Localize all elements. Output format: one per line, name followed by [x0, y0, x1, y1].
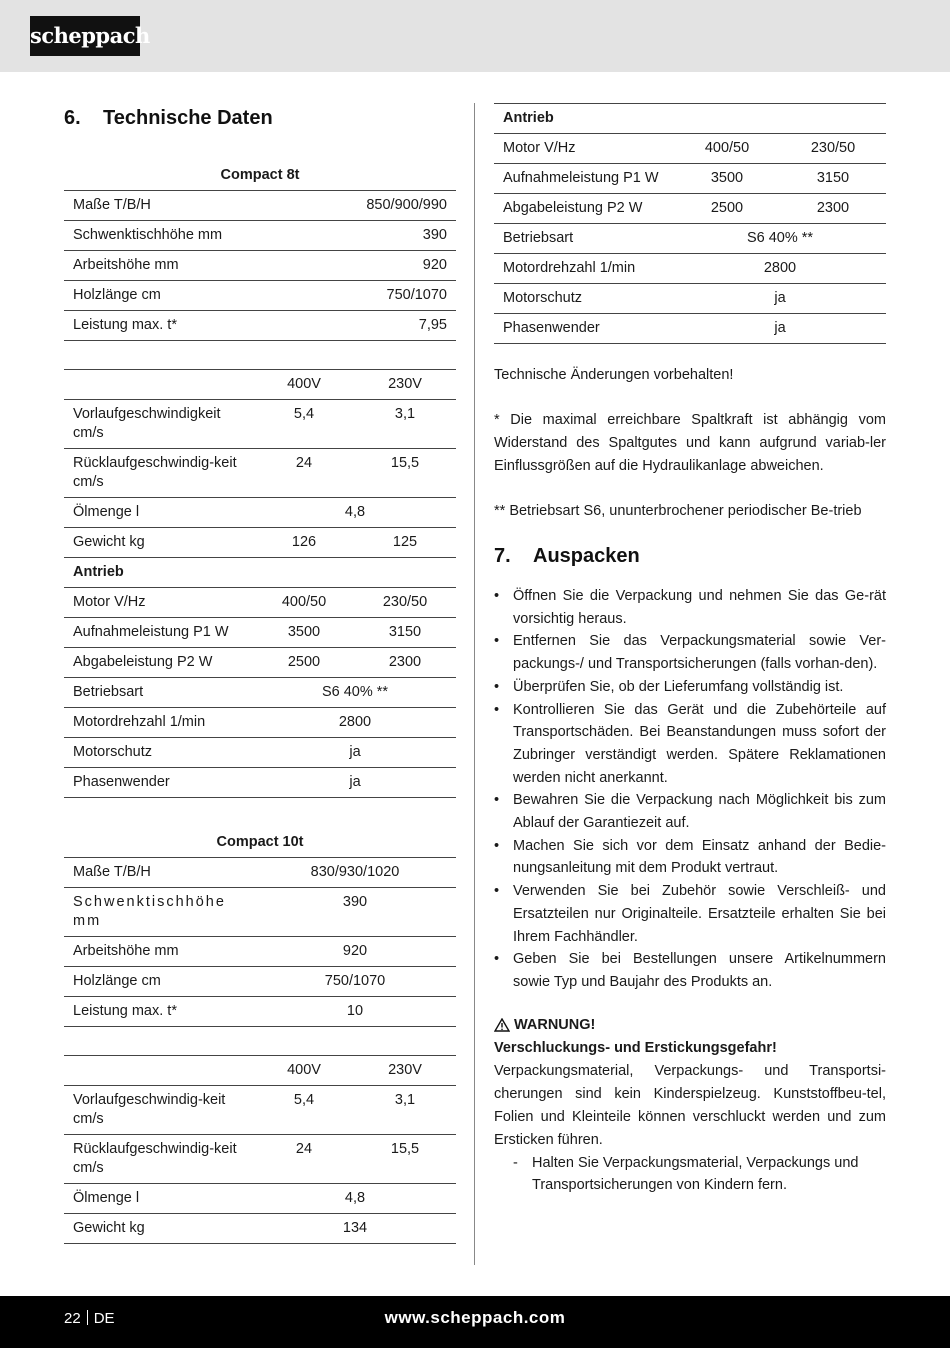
row-value: 390 — [310, 221, 456, 251]
table-row — [64, 708, 456, 738]
volt-header-row — [64, 1056, 456, 1086]
table-row — [64, 937, 456, 967]
antrieb-heading-row — [64, 558, 456, 588]
antrieb-heading: Antrieb — [494, 104, 886, 134]
note-changes: Technische Änderungen vorbehalten! — [494, 367, 734, 383]
value-400v: 126 — [254, 528, 354, 558]
row-label: Betriebsart — [64, 678, 254, 708]
volt-230-header: 230V — [354, 1056, 456, 1086]
value-230v: 3,1 — [354, 1086, 456, 1135]
value-400v: 2500 — [674, 194, 780, 224]
page-footer — [0, 1296, 950, 1348]
list-item: • Machen Sie sich vor dem Einsatz anhand der Bedie-nungsanleitung mit dem Produkt vertraut. — [494, 837, 886, 877]
table-row — [64, 588, 456, 618]
warning-text: Verpackungsmaterial, Verpackungs- und Transportsi-cherungen sind kein Kinderspielzeug. Kunststoffbeu-tel, Folien und Kleinteile können verschluckt werden und zum Ersticken führen. — [494, 1062, 886, 1148]
row-value: 7,95 — [310, 311, 456, 341]
list-item: • Überprüfen Sie, ob der Lieferumfang vollständig ist. — [494, 678, 844, 695]
table-row — [494, 134, 886, 164]
table-row — [494, 164, 886, 194]
value-both: ja — [254, 768, 456, 798]
list-item: • Entfernen Sie das Verpackungsmaterial sowie Ver-packungs-/ und Transportsicherungen (falls vorhan-den). — [494, 633, 886, 673]
value-both: 4,8 — [254, 498, 456, 528]
row-label: Leistung max. t* — [64, 997, 254, 1027]
value-230v: 15,5 — [354, 449, 456, 498]
row-value: 920 — [310, 251, 456, 281]
list-item: • Verwenden Sie bei Zubehör sowie Verschleiß- und Ersatzteilen nur Originalteile. Ersatzteile erhalten Sie bei Ihrem Fachhändler. — [494, 883, 886, 945]
row-value: 390 — [254, 888, 456, 937]
value-230v: 3150 — [354, 618, 456, 648]
table-row — [494, 284, 886, 314]
table-row — [494, 224, 886, 254]
antrieb-heading: Antrieb — [64, 558, 456, 588]
volt-230-header: 230V — [354, 370, 456, 400]
value-both: 2800 — [254, 708, 456, 738]
row-label: Gewicht kg — [64, 1214, 254, 1244]
row-label: Gewicht kg — [64, 528, 254, 558]
volt-400-header: 400V — [254, 1056, 354, 1086]
table-row — [64, 997, 456, 1027]
row-value: 10 — [254, 997, 456, 1027]
value-400v: 5,4 — [254, 1086, 354, 1135]
table-row — [494, 194, 886, 224]
value-both: S6 40% ** — [674, 224, 886, 254]
value-400v: 400/50 — [674, 134, 780, 164]
row-label: Holzlänge cm — [64, 281, 310, 311]
value-400v: 24 — [254, 449, 354, 498]
speed-table-compact8 — [64, 370, 456, 798]
table-row — [64, 221, 456, 251]
row-label: Motordrehzahl 1/min — [494, 254, 674, 284]
section-title: Auspacken — [533, 545, 640, 567]
row-label: Ölmenge l — [64, 1184, 254, 1214]
row-label: Holzlänge cm — [64, 967, 254, 997]
row-label: Vorlaufgeschwindigkeit cm/s — [64, 400, 254, 449]
value-both: S6 40% ** — [254, 678, 456, 708]
value-both: ja — [674, 314, 886, 344]
column-divider — [474, 103, 475, 1265]
row-label: Motor V/Hz — [64, 588, 254, 618]
value-230v: 2300 — [354, 648, 456, 678]
antrieb-table-compact10 — [494, 103, 886, 344]
value-both: 2800 — [674, 254, 886, 284]
value-230v: 125 — [354, 528, 456, 558]
note-star: * Die maximal erreichbare Spaltkraft ist abhängig vom Widerstand des Spaltgutes und kann aufgrund variab-ler Einflussgrößen auf die Hydraulikanlage abweichen. — [494, 412, 886, 474]
value-230v: 3150 — [780, 164, 886, 194]
row-value: 920 — [254, 937, 456, 967]
table-row — [64, 449, 456, 498]
row-value: 750/1070 — [254, 967, 456, 997]
table-row — [64, 858, 456, 888]
left-column — [64, 103, 456, 1244]
list-item: • Geben Sie bei Bestellungen unsere Artikelnummern sowie Typ und Baujahr des Produkts an. — [494, 951, 886, 990]
table-row — [64, 1214, 456, 1244]
table-row — [64, 1135, 456, 1184]
value-230v: 3,1 — [354, 400, 456, 449]
row-value: 850/900/990 — [310, 191, 456, 221]
value-230v: 230/50 — [354, 588, 456, 618]
volt-400-header: 400V — [254, 370, 354, 400]
unpacking-list — [494, 585, 886, 994]
value-400v: 3500 — [674, 164, 780, 194]
volt-header-row — [64, 370, 456, 400]
table-row — [64, 528, 456, 558]
list-item: • Kontrollieren Sie das Gerät und die Zubehörteile auf Transportschäden. Bei Beanstandungen muss sofort der Zubringer verständigt werden. Spätere Reklamationen werden nicht anerkannt. — [494, 701, 886, 786]
table-row-blank — [64, 341, 456, 370]
table-row — [494, 314, 886, 344]
value-230v: 230/50 — [780, 134, 886, 164]
table-row — [64, 678, 456, 708]
table-row — [64, 498, 456, 528]
language-code: DE — [93, 1310, 115, 1327]
table-row — [64, 1086, 456, 1135]
value-both: 134 — [254, 1214, 456, 1244]
antrieb-heading-row — [494, 104, 886, 134]
row-label: Motorschutz — [64, 738, 254, 768]
section-7-heading — [494, 545, 886, 568]
row-label: Arbeitshöhe mm — [64, 251, 310, 281]
table-row — [64, 648, 456, 678]
row-label: Leistung max. t* — [64, 311, 310, 341]
specs-table-compact8 — [64, 190, 456, 370]
table-row — [64, 191, 456, 221]
section-number: 6. — [64, 107, 81, 129]
row-label: Motor V/Hz — [494, 134, 674, 164]
specs-table-compact10 — [64, 857, 456, 1056]
row-label: Rücklaufgeschwindig-keit cm/s — [64, 449, 254, 498]
value-230v: 15,5 — [354, 1135, 456, 1184]
row-label: Motordrehzahl 1/min — [64, 708, 254, 738]
row-label: Arbeitshöhe mm — [64, 937, 254, 967]
section-title: Technische Daten — [103, 107, 273, 129]
section-6-heading — [64, 107, 456, 130]
note-double-star: ** Betriebsart S6, ununterbrochener periodischer Be-trieb — [494, 503, 862, 519]
speed-table-compact10 — [64, 1056, 456, 1244]
list-item: • Öffnen Sie die Verpackung und nehmen Sie das Ge-rät vorsichtig heraus. — [494, 588, 886, 627]
value-230v: 2300 — [780, 194, 886, 224]
value-400v: 3500 — [254, 618, 354, 648]
row-label: Maße T/B/H — [64, 858, 254, 888]
table-caption-compact8: Compact 8t — [220, 167, 300, 183]
row-label: Schwenktischhöhe mm — [64, 888, 254, 937]
value-400v: 400/50 — [254, 588, 354, 618]
value-both: 4,8 — [254, 1184, 456, 1214]
warning-label: WARNUNG! — [514, 1016, 596, 1033]
list-item: • Bewahren Sie die Verpackung nach Möglichkeit bis zum Ablauf der Garantiezeit auf. — [494, 792, 886, 832]
value-both: ja — [674, 284, 886, 314]
warning-title: Verschluckungs- und Erstickungsgefahr! — [494, 1039, 777, 1056]
table-row-blank — [64, 1027, 456, 1056]
table-row — [64, 738, 456, 768]
row-value: 830/930/1020 — [254, 858, 456, 888]
row-label: Phasenwender — [64, 768, 254, 798]
table-row — [64, 400, 456, 449]
row-label: Phasenwender — [494, 314, 674, 344]
table-row — [64, 281, 456, 311]
row-label: Ölmenge l — [64, 498, 254, 528]
table-row — [494, 254, 886, 284]
row-label: Betriebsart — [494, 224, 674, 254]
scheppach-logo: scheppach — [30, 16, 140, 56]
table-row — [64, 311, 456, 341]
table-row — [64, 618, 456, 648]
warning-triangle-icon — [494, 1018, 510, 1032]
table-row — [64, 967, 456, 997]
row-label: Aufnahmeleistung P1 W — [494, 164, 674, 194]
right-column — [494, 103, 886, 1197]
row-label: Abgabeleistung P2 W — [494, 194, 674, 224]
row-label: Abgabeleistung P2 W — [64, 648, 254, 678]
row-label: Maße T/B/H — [64, 191, 310, 221]
value-400v: 24 — [254, 1135, 354, 1184]
page-header — [0, 0, 950, 72]
warning-heading — [494, 1014, 886, 1037]
row-label: Rücklaufgeschwindig-keit cm/s — [64, 1135, 254, 1184]
table-row — [64, 768, 456, 798]
warning-action: - Halten Sie Verpackungsmaterial, Verpackungs und Transportsicherungen von Kindern fern. — [513, 1154, 859, 1194]
value-both: ja — [254, 738, 456, 768]
row-label: Schwenktischhöhe mm — [64, 221, 310, 251]
value-400v: 2500 — [254, 648, 354, 678]
website-url: www.scheppach.com — [384, 1308, 566, 1327]
row-label: Aufnahmeleistung P1 W — [64, 618, 254, 648]
value-400v: 5,4 — [254, 400, 354, 449]
row-value: 750/1070 — [310, 281, 456, 311]
table-row — [64, 888, 456, 937]
row-label: Vorlaufgeschwindig-keit cm/s — [64, 1086, 254, 1135]
page-number: 22 — [64, 1310, 81, 1327]
row-label: Motorschutz — [494, 284, 674, 314]
section-number: 7. — [494, 545, 511, 567]
table-caption-compact10: Compact 10t — [216, 834, 304, 850]
table-row — [64, 1184, 456, 1214]
table-row — [64, 251, 456, 281]
